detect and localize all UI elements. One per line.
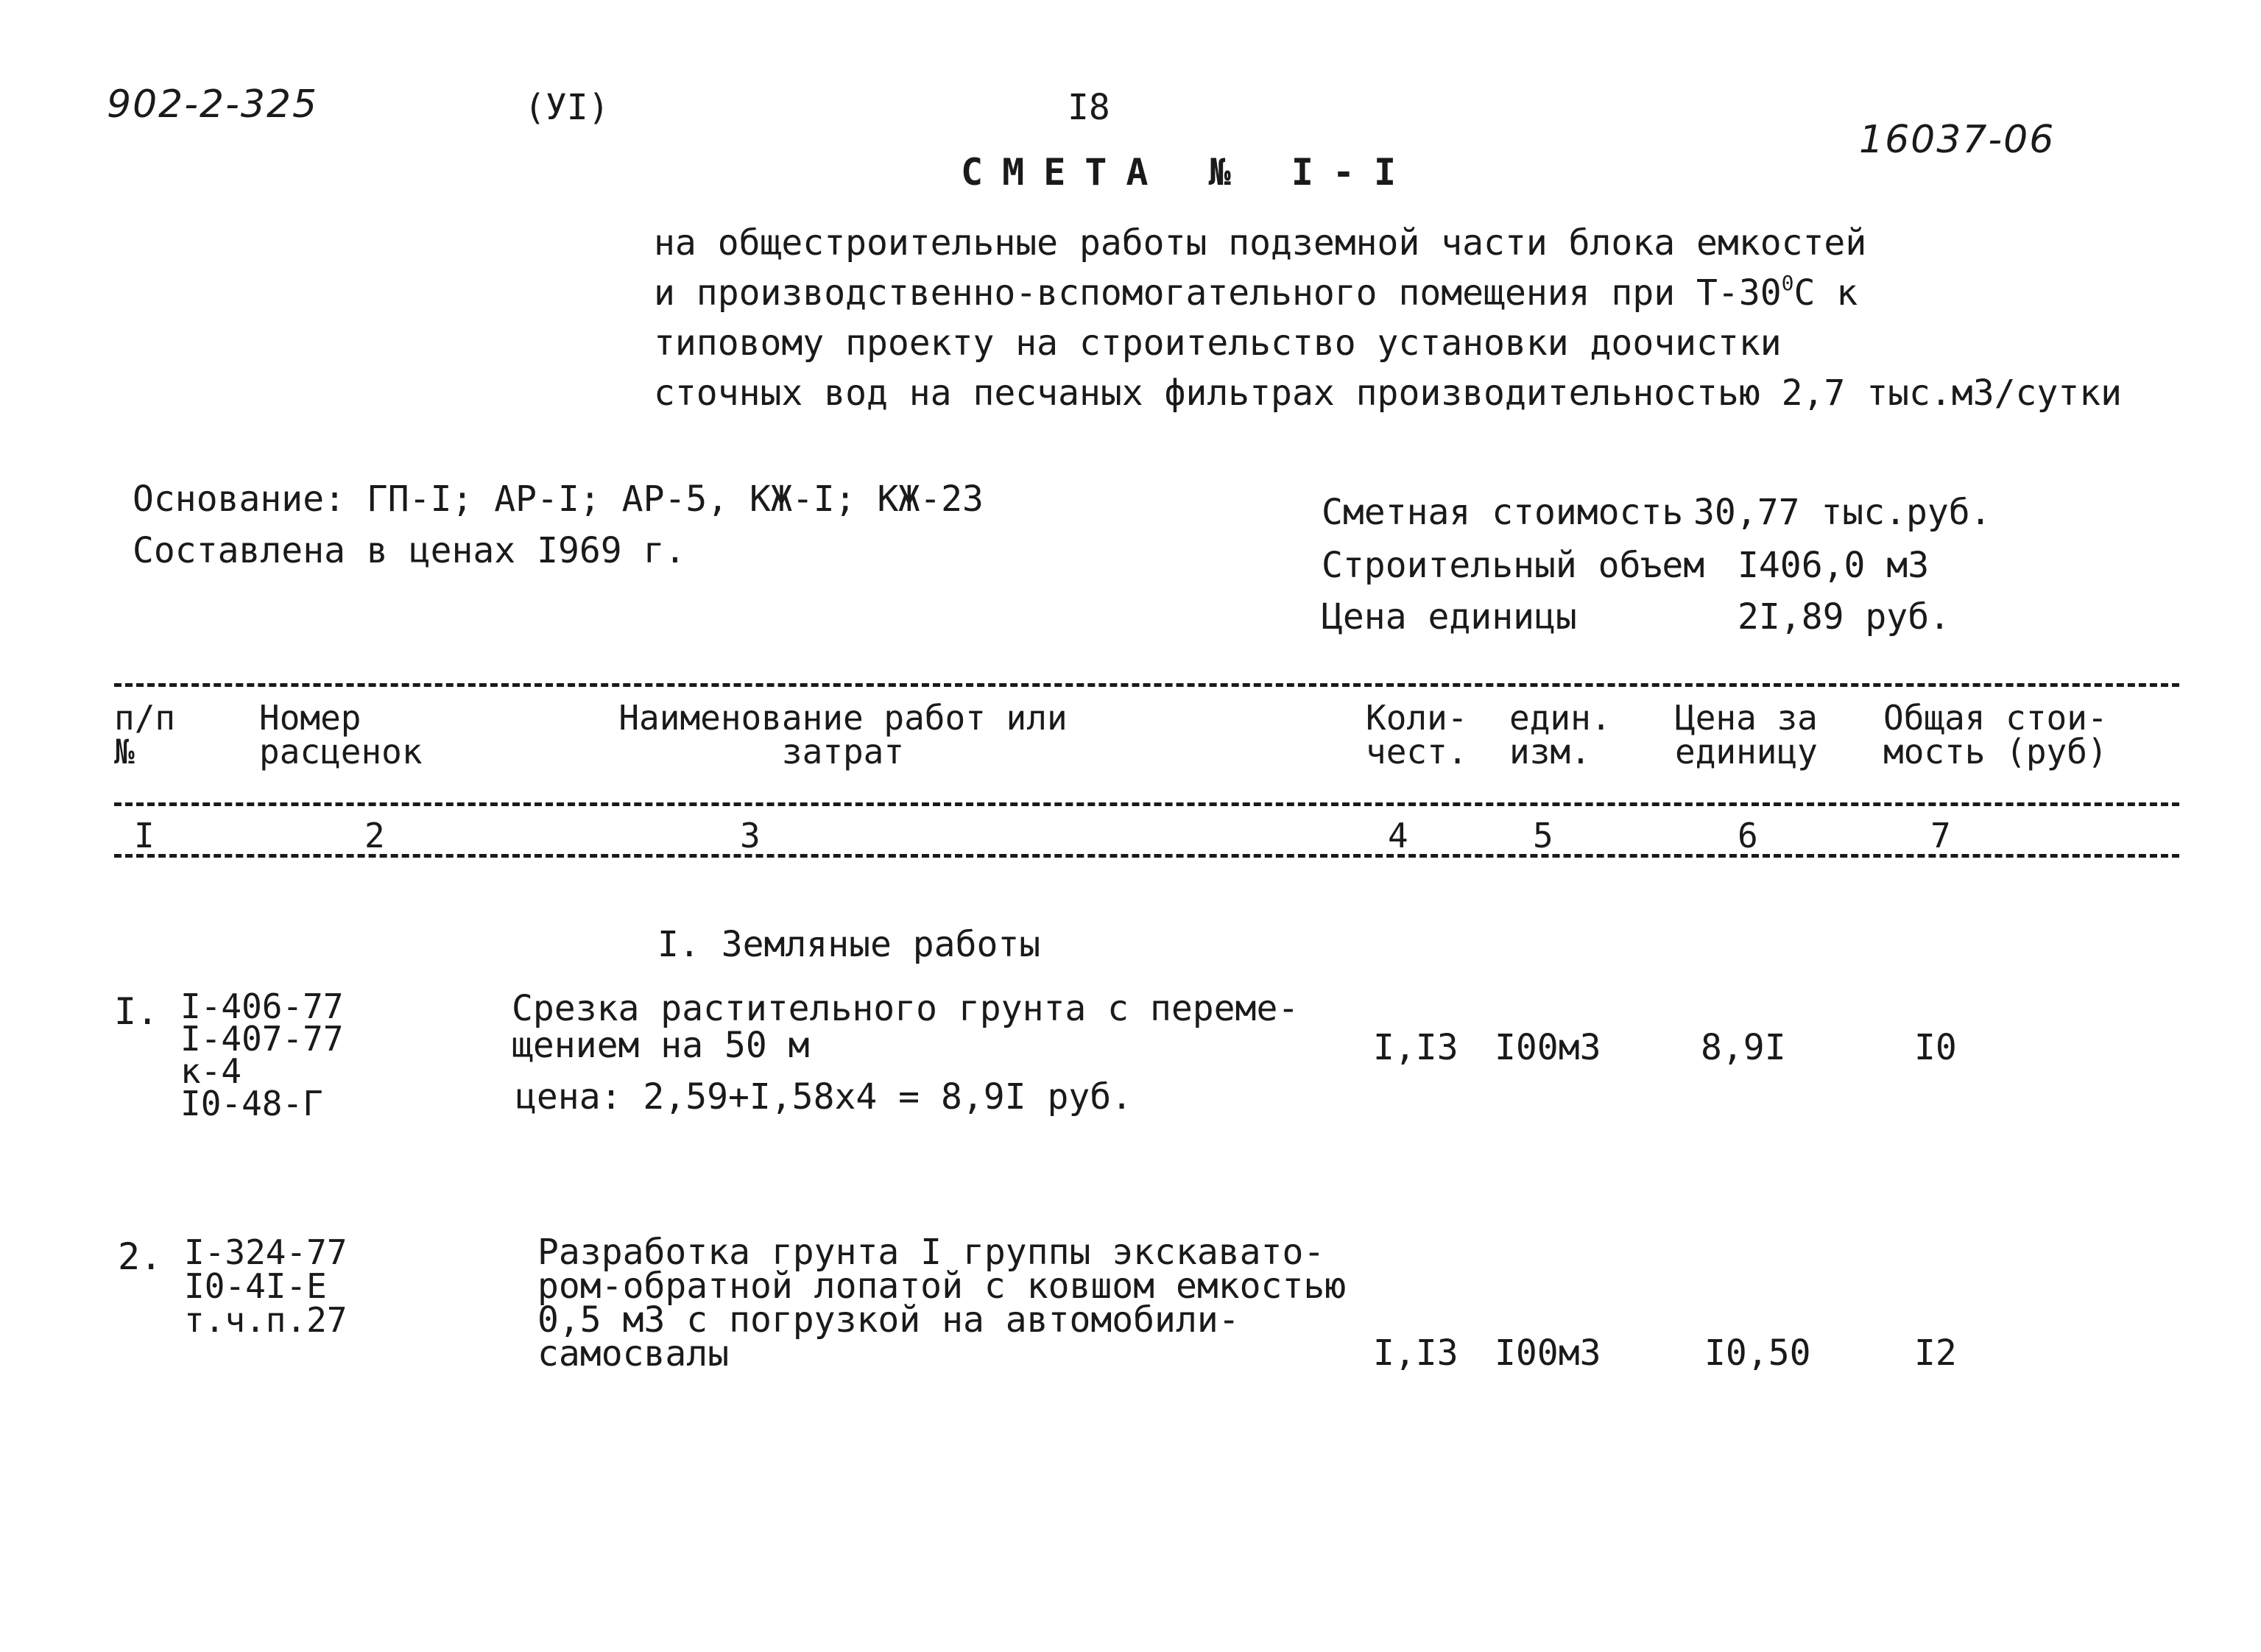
- row-quantity: I,I3: [1373, 1332, 1458, 1374]
- volume-summary-label: Строительный объем: [1322, 545, 1705, 586]
- prices-line: Составлена в ценах I969 г.: [133, 530, 686, 571]
- stamp-number: 16037-06: [1859, 118, 2056, 162]
- row-total: I0: [1914, 1027, 1957, 1068]
- document-code: 902-2-325: [107, 82, 319, 127]
- row-work-name: Разработка грунта I группы экскавато- ром-обратной лопатой с ковшом емкостью 0,5 м3 с погрузкой на автомобили- самосвалы: [537, 1232, 1347, 1374]
- description-line: сточных вод на песчаных фильтрах производительностью 2,7 тыс.м3/сутки: [654, 373, 2122, 414]
- unit-price-value: 2I,89 руб.: [1738, 596, 1950, 638]
- description-line: типовому проекту на строительство установки доочистки: [654, 322, 1782, 364]
- table-top-divider: [114, 683, 2179, 687]
- row-total: I2: [1914, 1332, 1957, 1374]
- column-number: 4: [1388, 816, 1408, 855]
- row-quantity: I,I3: [1373, 1027, 1458, 1068]
- document-description: [654, 218, 2122, 418]
- row-unit-price: 8,9I: [1701, 1027, 1786, 1068]
- header-col-unit: един. изм.: [1509, 698, 1612, 772]
- column-number: 5: [1533, 816, 1553, 855]
- column-number: 3: [740, 816, 761, 855]
- document-title: СМЕТА № I-I: [961, 151, 1416, 194]
- header-col-unit-price: Цена за единицу: [1675, 698, 1818, 772]
- column-number: 6: [1738, 816, 1758, 855]
- header-col-number: п/п №: [114, 698, 176, 772]
- table-header-divider: [114, 802, 2179, 806]
- row-codes: I-324-77 I0-4I-Е т.ч.п.27: [184, 1232, 348, 1340]
- unit-price-label: Цена единицы: [1322, 596, 1577, 638]
- table-numbers-divider: [114, 854, 2179, 858]
- row-number: I.: [114, 990, 159, 1033]
- volume-label: (УI): [524, 87, 610, 128]
- header-col-total: Общая стои- мость (руб): [1883, 698, 2108, 772]
- page-number: I8: [1068, 87, 1110, 128]
- column-number: I: [134, 816, 155, 855]
- header-col-name: Наименование работ или затрат: [618, 698, 1068, 772]
- temperature-superscript: 0: [1781, 271, 1794, 295]
- description-line: и производственно-вспомогательного помещения при $Т-30^0С$ к: [654, 271, 1858, 314]
- column-number: 2: [364, 816, 385, 855]
- basis-line: Основание: ГП-I; АР-I; АР-5, КЖ-I; КЖ-23: [133, 479, 984, 520]
- header-col-quantity: Коли- чест.: [1366, 698, 1468, 772]
- row-unit: I00м3: [1495, 1332, 1601, 1374]
- row-codes: I-406-77 I-407-77 к-4 I0-48-Г: [180, 986, 344, 1123]
- volume-summary-value: I406,0 м3: [1738, 545, 1930, 586]
- section-title: I. Земляные работы: [657, 924, 1041, 965]
- row-number: 2.: [118, 1235, 163, 1278]
- header-col-code: Номер расценок: [259, 698, 423, 772]
- row-work-name: Срезка растительного грунта с переме- щением на 50 м: [512, 988, 1299, 1066]
- estimated-cost-label: Сметная стоимость: [1322, 492, 1684, 533]
- row-unit: I00м3: [1495, 1027, 1601, 1068]
- description-line: на общестроительные работы подземной части блока емкостей: [654, 222, 1867, 264]
- column-number: 7: [1930, 816, 1951, 855]
- estimated-cost-value: 30,77 тыс.руб.: [1693, 492, 1992, 533]
- row-price-note: цена: 2,59+I,58х4 = 8,9I руб.: [515, 1076, 1133, 1118]
- row-unit-price: I0,50: [1704, 1332, 1811, 1374]
